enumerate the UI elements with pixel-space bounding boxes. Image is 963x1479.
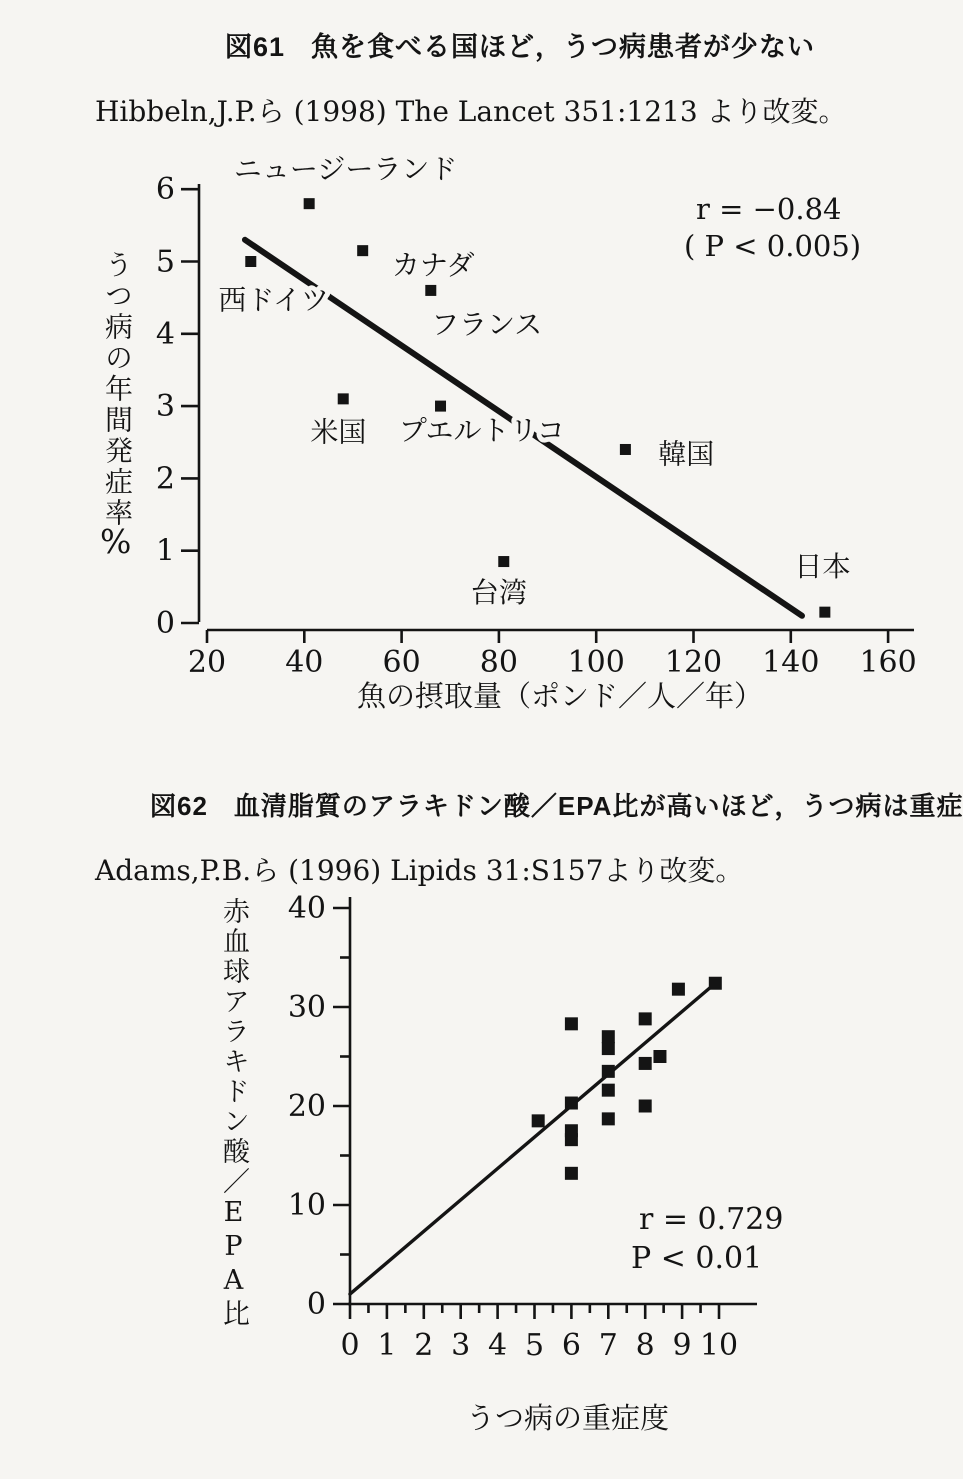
fig62-number: 図62: [150, 791, 208, 821]
fig62-x-tick-label: 3: [451, 1328, 471, 1363]
fig61-country-label: 台湾: [470, 576, 527, 610]
fig61-y-axis-label: うつ病の年間発症率: [101, 250, 134, 529]
fig61-data-point: [620, 444, 631, 455]
fig62-x-tick-label: 4: [488, 1328, 508, 1363]
fig62-x-tick-label: 1: [377, 1328, 397, 1363]
fig62-x-tick-label: 0: [340, 1328, 360, 1363]
fig61-country-label: 日本: [794, 550, 851, 584]
fig62-x-tick-label: 9: [672, 1328, 692, 1363]
fig62-y-tick-label: 10: [287, 1188, 326, 1223]
fig61-country-label: 韓国: [658, 437, 715, 471]
fig62-data-point: [602, 1042, 615, 1055]
fig61-y-axis-unit: %: [100, 522, 132, 561]
fig62-data-point: [602, 1084, 615, 1097]
fig62-x-tick-label: 7: [598, 1328, 618, 1363]
fig61-correlation: [684, 191, 861, 265]
fig61-title: 魚を食べる国ほど，うつ病患者が少ない: [311, 32, 816, 62]
fig62-data-point: [532, 1114, 545, 1127]
fig62-x-tick-label: 6: [561, 1328, 581, 1363]
fig61-x-tick-label: 80: [479, 645, 518, 680]
fig61-data-point: [357, 245, 368, 256]
fig62-data-point: [602, 1112, 615, 1125]
fig61-country-label: カナダ: [391, 248, 475, 282]
fig62-data-point: [565, 1124, 578, 1137]
fig61-data-point: [245, 256, 256, 267]
fig61-x-tick-label: 40: [285, 645, 324, 680]
fig61-x-tick-label: 20: [187, 645, 227, 680]
fig61-number: 図61: [225, 32, 286, 62]
fig61-y-tick-label: 5: [155, 244, 175, 280]
fig61-y-tick-label: 1: [155, 533, 175, 569]
fig61-correlation-r: r = −0.84: [696, 192, 842, 226]
fig61-y-tick-label: 4: [155, 316, 175, 352]
fig62-x-axis-label: うつ病の重症度: [466, 1401, 670, 1435]
fig62-data-point: [602, 1030, 615, 1043]
fig62-data-point: [639, 1012, 652, 1025]
fig61-data-point: [304, 198, 315, 209]
fig61-y-tick-label: 3: [155, 389, 175, 425]
fig61-country-label: プエルトリコ: [398, 414, 565, 448]
fig62-correlation-r: r = 0.729: [639, 1202, 784, 1237]
fig62-x-tick-label: 5: [524, 1328, 545, 1363]
fig62-y-tick-label: 20: [287, 1089, 326, 1124]
fig61-y-tick-label: 6: [155, 172, 175, 208]
fig62-data-point: [639, 1057, 652, 1070]
fig62-data-point: [602, 1065, 615, 1078]
fig61-data-point: [425, 285, 436, 296]
fig62-data-point: [672, 983, 685, 996]
fig62-x-tick-label: 8: [635, 1328, 655, 1363]
fig62-data-point: [639, 1100, 652, 1113]
fig62-data-point: [653, 1050, 666, 1063]
fig61-data-point: [498, 556, 509, 567]
fig61-x-tick-label: 120: [664, 645, 723, 680]
fig61-country-label: ニュージーランド: [233, 152, 458, 186]
fig62-citation: Adams,P.B.ら (1996) Lipids 31:S157より改変。: [95, 854, 744, 887]
fig61-country-label: フランス: [431, 307, 543, 341]
fig62-y-tick-label: 40: [287, 891, 326, 926]
fig62-y-tick-label: 30: [287, 990, 326, 1025]
fig61-y-tick-label: 2: [155, 461, 175, 497]
fig61-x-tick-label: 100: [567, 645, 625, 680]
fig61-heading: [225, 25, 815, 64]
fig62-y-axis-label: 赤血球アラキドン酸／EPA比: [218, 897, 249, 1329]
fig61-data-point: [819, 607, 830, 618]
fig62-correlation: [631, 1200, 783, 1278]
fig61-x-tick-label: 140: [762, 645, 820, 680]
fig61-citation: Hibbeln,J.P.ら (1998) The Lancet 351:1213 より改変。: [95, 95, 847, 128]
fig62-correlation-p: P < 0.01: [631, 1241, 763, 1276]
fig61-x-tick-label: 60: [382, 645, 421, 680]
fig62-data-point: [565, 1167, 578, 1180]
fig61-y-tick-label: 0: [155, 606, 175, 641]
fig62-y-tick-label: 0: [306, 1287, 326, 1322]
fig61-data-point: [435, 401, 446, 412]
fig61-country-label: 西ドイツ: [218, 283, 329, 317]
fig61-country-label: 米国: [310, 415, 367, 449]
fig62-data-point: [565, 1017, 578, 1030]
fig61-x-axis-label: 魚の摂取量（ポンド／人／年）: [357, 679, 764, 713]
fig62-x-tick-label: 2: [414, 1328, 434, 1363]
fig62-data-point: [709, 977, 722, 990]
fig61-data-point: [338, 393, 349, 404]
fig61-x-tick-label: 160: [859, 645, 917, 680]
fig62-data-point: [565, 1097, 578, 1110]
fig61-correlation-p: ( P < 0.005): [684, 229, 862, 263]
fig62-heading: [150, 786, 963, 823]
fig62-title: 血清脂質のアラキドン酸／EPA比が高いほど，うつ病は重症: [233, 791, 963, 821]
fig62-x-tick-label: 10: [699, 1328, 739, 1363]
